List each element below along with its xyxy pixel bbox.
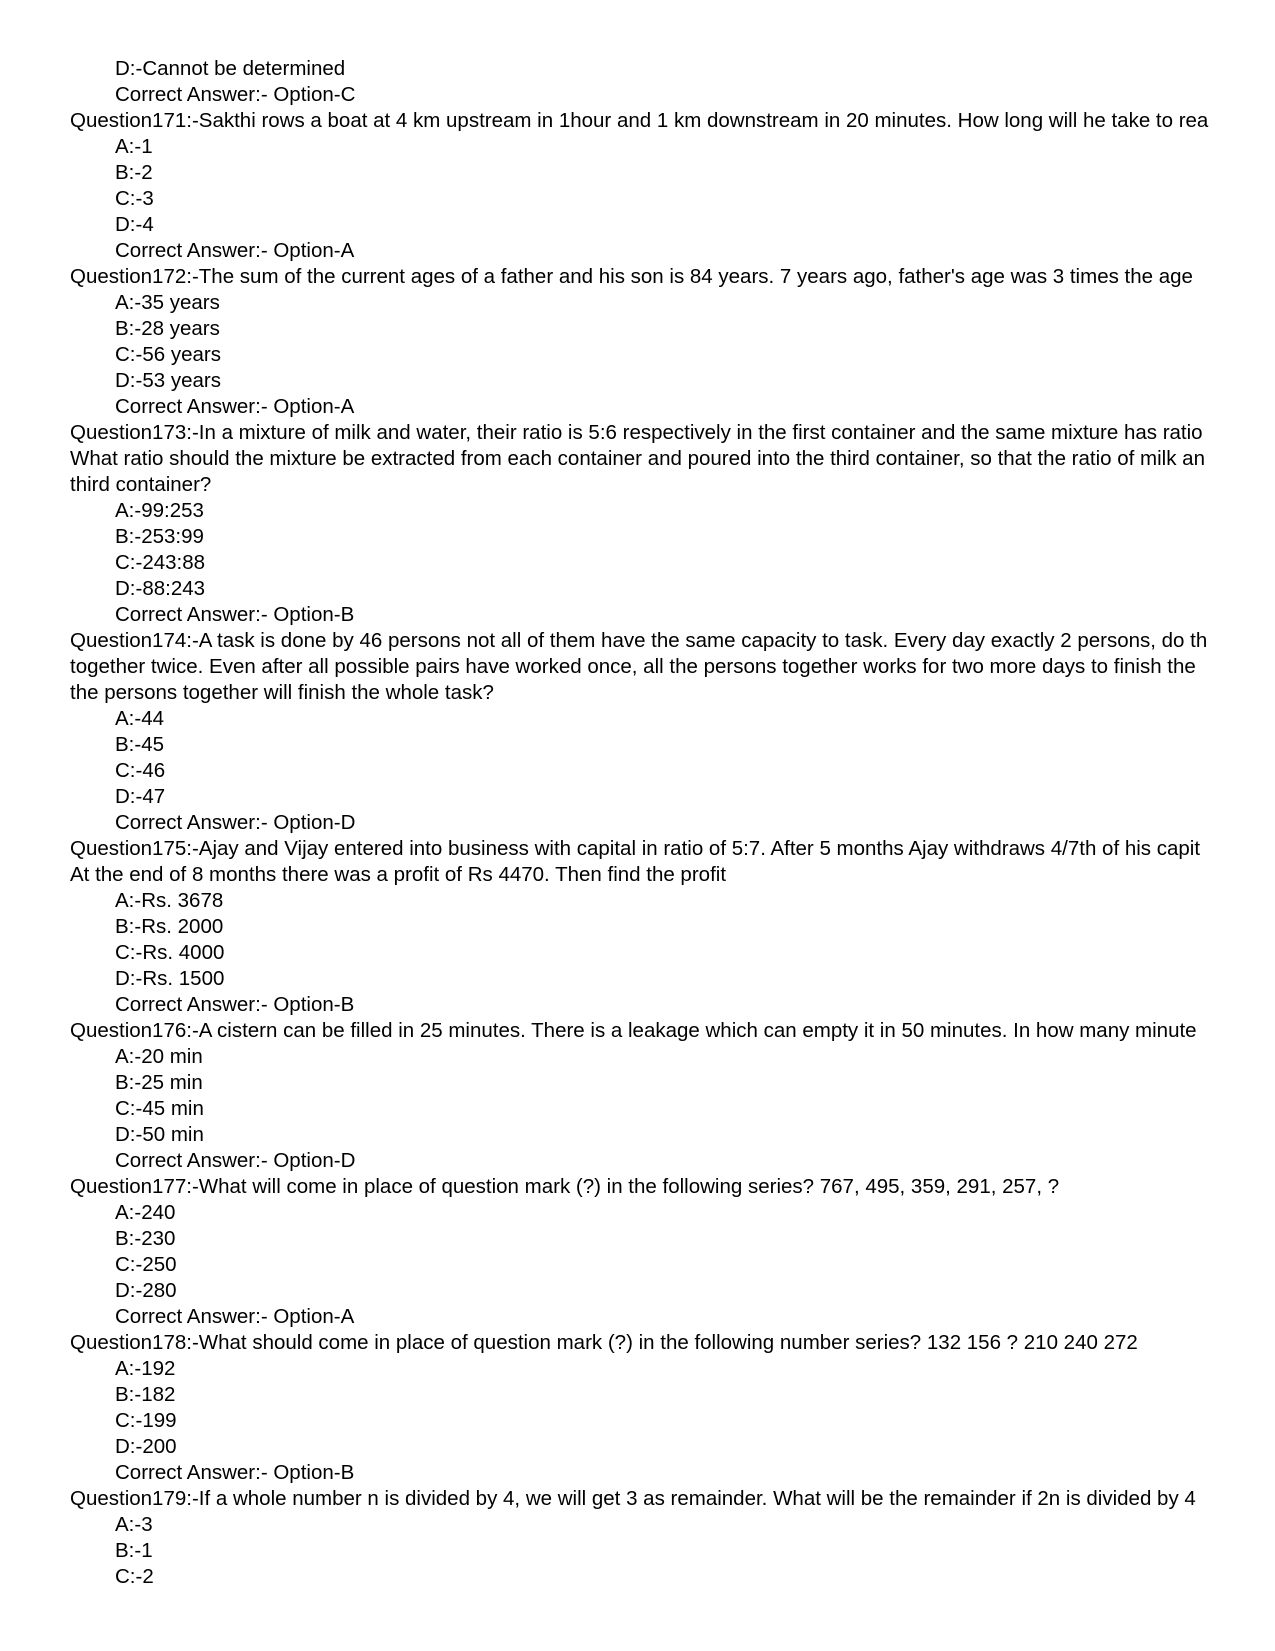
question-text: Question172:-The sum of the current ages of a father and his son is 84 years. 7 years ago, father's age was 3 times the age bbox=[70, 265, 1193, 288]
option-a: A:-35 years bbox=[115, 291, 220, 314]
option-c: C:-250 bbox=[115, 1253, 177, 1276]
option-a: A:-99:253 bbox=[115, 499, 204, 522]
question-text-continued: third container? bbox=[70, 473, 212, 496]
option-a: A:-44 bbox=[115, 707, 164, 730]
question-block bbox=[0, 1018, 1210, 1174]
question-text-continued: together twice. Even after all possible pairs have worked once, all the persons together works for two more days to finish the bbox=[70, 655, 1196, 678]
question-text: Question171:-Sakthi rows a boat at 4 km upstream in 1hour and 1 km downstream in 20 minutes. How long will he take to rea bbox=[70, 109, 1209, 132]
option-c: C:-46 bbox=[115, 759, 166, 782]
option-d: D:-280 bbox=[115, 1279, 177, 1302]
option-c: C:-243:88 bbox=[115, 551, 206, 574]
question-block bbox=[0, 836, 1210, 1018]
question-text: Question178:-What should come in place of question mark (?) in the following number series? 132 156 ? 210 240 272 bbox=[70, 1331, 1138, 1354]
option-a: A:-Rs. 3678 bbox=[115, 889, 224, 912]
question-block bbox=[0, 628, 1210, 836]
question-block bbox=[0, 1330, 1210, 1486]
option-a: A:-1 bbox=[115, 135, 153, 158]
option-b: B:-28 years bbox=[115, 317, 220, 340]
question-text-continued: At the end of 8 months there was a profit of Rs 4470. Then find the profit bbox=[70, 863, 727, 886]
option-a: A:-20 min bbox=[115, 1045, 203, 1068]
question-text-continued: What ratio should the mixture be extracted from each container and poured into the third container, so that the ratio of milk an bbox=[70, 447, 1205, 470]
question-block bbox=[0, 420, 1210, 628]
question-text: Question179:-If a whole number n is divided by 4, we will get 3 as remainder. What will be the remainder if 2n is divided by 4 bbox=[70, 1487, 1196, 1510]
option-b: B:-2 bbox=[115, 161, 153, 184]
question-text: Question174:-A task is done by 46 persons not all of them have the same capacity to task. Every day exactly 2 persons, do th bbox=[70, 629, 1208, 652]
question-text: Question173:-In a mixture of milk and water, their ratio is 5:6 respectively in the first container and the same mixture has ratio bbox=[70, 421, 1203, 444]
question-text: Question176:-A cistern can be filled in 25 minutes. There is a leakage which can empty it in 50 minutes. In how many minute bbox=[70, 1019, 1197, 1042]
option-b: B:-45 bbox=[115, 733, 164, 756]
option-b: B:-182 bbox=[115, 1383, 176, 1406]
option-d: D:-4 bbox=[115, 213, 154, 236]
option-b: B:-25 min bbox=[115, 1071, 203, 1094]
option-d: D:-88:243 bbox=[115, 577, 206, 600]
question-text: Question175:-Ajay and Vijay entered into business with capital in ratio of 5:7. After 5 months Ajay withdraws 4/7th of his capit bbox=[70, 837, 1201, 860]
option-b: B:-230 bbox=[115, 1227, 176, 1250]
option-b: B:-Rs. 2000 bbox=[115, 915, 224, 938]
prev-correct-answer: Correct Answer:- Option-C bbox=[115, 83, 356, 106]
correct-answer: Correct Answer:- Option-D bbox=[115, 1149, 356, 1172]
option-c: C:-45 min bbox=[115, 1097, 204, 1120]
correct-answer: Correct Answer:- Option-A bbox=[115, 1305, 355, 1328]
option-b: B:-253:99 bbox=[115, 525, 204, 548]
questions bbox=[0, 108, 1210, 1590]
option-a: A:-3 bbox=[115, 1513, 153, 1536]
option-d: D:-Rs. 1500 bbox=[115, 967, 225, 990]
correct-answer: Correct Answer:- Option-A bbox=[115, 239, 355, 262]
question-list bbox=[0, 56, 1210, 1590]
correct-answer: Correct Answer:- Option-B bbox=[115, 993, 355, 1016]
option-c: C:-199 bbox=[115, 1409, 177, 1432]
option-d: D:-50 min bbox=[115, 1123, 204, 1146]
option-a: A:-192 bbox=[115, 1357, 176, 1380]
question-block bbox=[0, 1486, 1210, 1590]
prev-option-d: D:-Cannot be determined bbox=[115, 57, 346, 80]
option-a: A:-240 bbox=[115, 1201, 176, 1224]
correct-answer: Correct Answer:- Option-B bbox=[115, 603, 355, 626]
option-b: B:-1 bbox=[115, 1539, 153, 1562]
option-d: D:-200 bbox=[115, 1435, 177, 1458]
option-c: C:-Rs. 4000 bbox=[115, 941, 225, 964]
option-c: C:-3 bbox=[115, 187, 154, 210]
question-block bbox=[0, 1174, 1210, 1330]
correct-answer: Correct Answer:- Option-A bbox=[115, 395, 355, 418]
question-text-continued: the persons together will finish the whole task? bbox=[70, 681, 494, 704]
option-c: C:-2 bbox=[115, 1565, 154, 1588]
correct-answer: Correct Answer:- Option-D bbox=[115, 811, 356, 834]
option-d: D:-47 bbox=[115, 785, 166, 808]
question-text: Question177:-What will come in place of question mark (?) in the following series? 767, 495, 359, 291, 257, ? bbox=[70, 1175, 1060, 1198]
correct-answer: Correct Answer:- Option-B bbox=[115, 1461, 355, 1484]
question-block bbox=[0, 264, 1210, 420]
question-block bbox=[0, 108, 1210, 264]
option-c: C:-56 years bbox=[115, 343, 221, 366]
option-d: D:-53 years bbox=[115, 369, 221, 392]
